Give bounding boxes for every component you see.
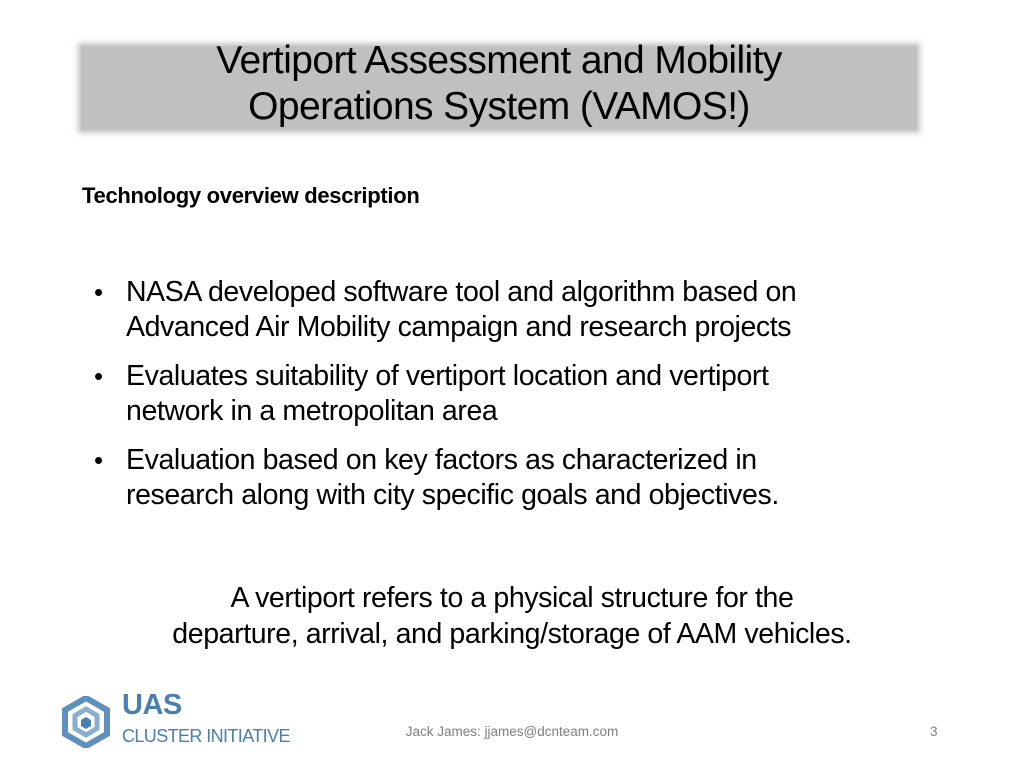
uas-logo (60, 689, 310, 752)
note-line-1: A vertiport refers to a physical structure for the (230, 582, 794, 614)
bullet-item (90, 359, 970, 429)
page-number: 3 (930, 724, 938, 739)
bullet-dot: • (94, 361, 103, 391)
hexagon-icon (60, 696, 112, 748)
bullet-line: Evaluation based on key factors as characterized in (126, 444, 757, 476)
bullet-line: Evaluates suitability of vertiport location and vertiport (126, 360, 769, 392)
bullet-item (90, 275, 970, 345)
bullet-line: research along with city specific goals and objectives. (126, 479, 779, 511)
title-line-1: Vertiport Assessment and Mobility (216, 39, 782, 82)
bullet-item (90, 443, 970, 513)
bullet-line: NASA developed software tool and algorithm based on (126, 276, 797, 308)
footer-text: Jack James: jjames@dcnteam.com (405, 724, 619, 739)
bullet-dot: • (94, 277, 103, 307)
bullet-line: Advanced Air Mobility campaign and research projects (126, 311, 792, 343)
logo-subtitle: CLUSTER INITIATIVE (122, 726, 290, 746)
bullet-list (90, 275, 970, 527)
bullet-dot: • (94, 445, 103, 475)
definition-note (60, 580, 964, 652)
title-line-2: Operations System (VAMOS!) (248, 85, 750, 128)
bullet-line: network in a metropolitan area (126, 395, 498, 427)
slide-title (81, 38, 917, 130)
slide-subtitle: Technology overview description (82, 183, 420, 208)
note-line-2: departure, arrival, and parking/storage of AAM vehicles. (172, 618, 852, 650)
logo-title: UAS (122, 689, 182, 721)
